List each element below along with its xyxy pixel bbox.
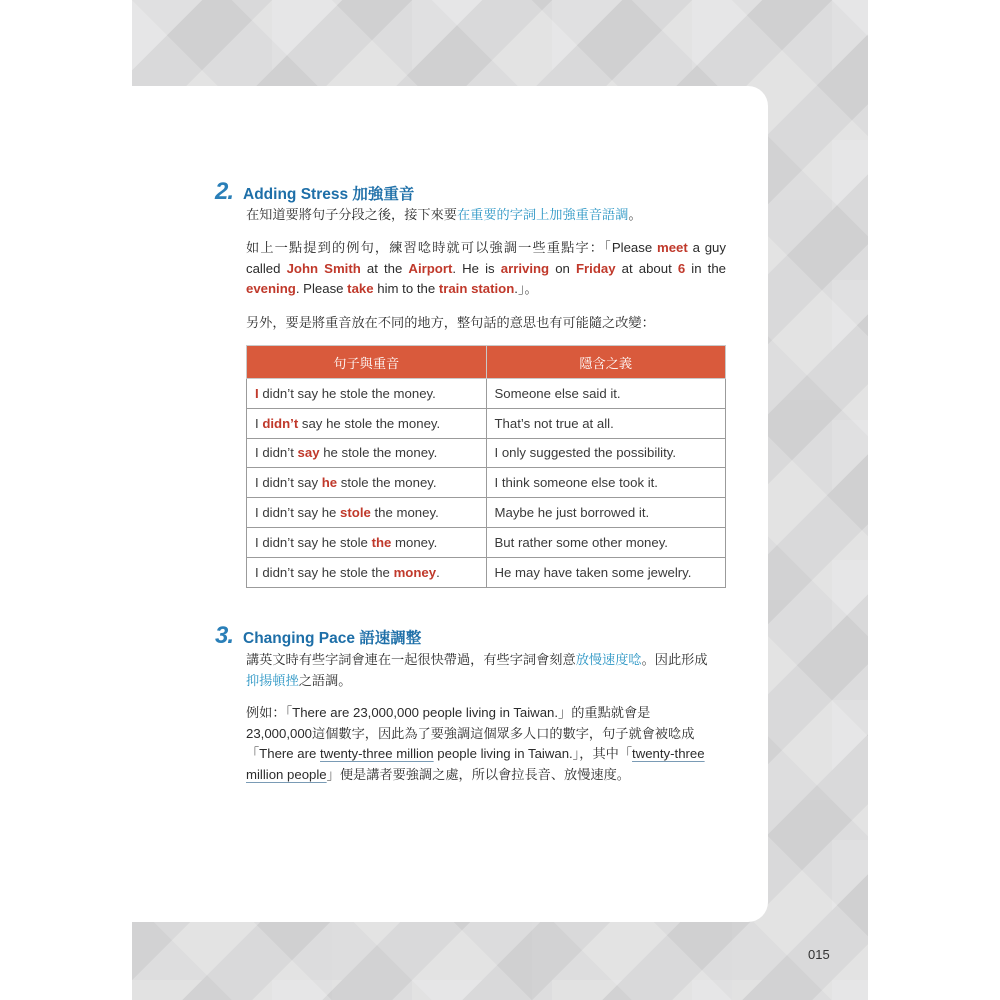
table-row — [247, 557, 726, 587]
stressed-word: the — [371, 534, 392, 550]
section-3-number: 3. — [215, 622, 234, 649]
meaning-cell: But rather some other money. — [486, 527, 726, 557]
text: 如上一點提到的例句，練習唸時就可以強調一些重點字：「Please — [246, 240, 657, 255]
stressed-word: he — [321, 475, 338, 491]
example-line-2 — [246, 259, 726, 280]
text: at the — [360, 260, 409, 276]
meaning-cell: Maybe he just borrowed it. — [486, 498, 726, 528]
meaning-cell: I think someone else took it. — [486, 468, 726, 498]
stress-table — [246, 345, 726, 588]
text: I didn’t — [255, 445, 298, 461]
stress-word: Friday — [575, 260, 616, 276]
stressed-word: I — [255, 385, 259, 401]
section-3-heading — [215, 622, 421, 650]
text: the money. — [370, 505, 439, 521]
text: him to the — [373, 281, 439, 296]
text: 」便是講者要強調之處，所以會拉長音、放慢速度。 — [326, 766, 630, 782]
sentence-cell — [247, 468, 487, 498]
text: on — [549, 260, 576, 276]
example-line-3 — [246, 279, 726, 300]
table-header-meaning: 隱含之義 — [486, 346, 726, 379]
intro-text: 在知道要將句子分段之後，接下來要 — [246, 207, 457, 222]
section-2-intro — [246, 205, 726, 226]
stress-word: arriving — [500, 260, 550, 276]
section-2-title: Adding Stress 加強重音 — [243, 186, 415, 203]
highlight-text: 放慢速度唸 — [575, 652, 642, 667]
underlined-text: twenty-three million — [320, 746, 434, 761]
stressed-word: didn’t — [262, 415, 299, 431]
table-row — [247, 498, 726, 528]
example-line-4 — [246, 765, 726, 786]
stress-word: Airport — [408, 260, 453, 276]
stressed-word: stole — [340, 505, 371, 521]
text: I — [255, 415, 263, 431]
section-2-number: 2. — [215, 178, 234, 205]
text: didn’t say he stole the money. — [258, 385, 436, 401]
stress-word: evening — [246, 281, 296, 296]
table-row — [247, 379, 726, 409]
table-row — [247, 408, 726, 438]
text: . He is — [452, 260, 501, 276]
text: in the — [685, 260, 726, 276]
text: 「There are — [246, 746, 321, 761]
text: .」。 — [514, 281, 538, 296]
sentence-cell — [247, 527, 487, 557]
underlined-text: million people — [246, 766, 327, 782]
text: I didn’t say he stole the — [255, 564, 394, 580]
example-line-1: 例如：「There are 23,000,000 people living in Taiwan.」的重點就會是 — [246, 705, 651, 720]
text: . — [436, 564, 440, 580]
table-row — [247, 527, 726, 557]
intro-end: 。 — [628, 207, 642, 222]
sentence-cell — [247, 379, 487, 409]
text: 之語調。 — [298, 672, 352, 688]
stressed-word: money — [393, 564, 437, 580]
text: say he stole the money. — [298, 415, 441, 431]
text: 。因此形成 — [641, 652, 708, 667]
text: people living in Taiwan.」，其中「 — [433, 746, 633, 761]
section-3-example — [246, 703, 726, 785]
meaning-cell: Someone else said it. — [486, 379, 726, 409]
table-row — [247, 468, 726, 498]
page-number: 015 — [808, 947, 830, 962]
section-3-intro — [246, 650, 726, 691]
text: I didn’t say — [255, 475, 322, 491]
section-2-example — [246, 238, 726, 300]
example-line-1 — [246, 238, 726, 259]
example-line-3 — [246, 744, 726, 765]
text: stole the money. — [337, 475, 437, 491]
text: he stole the money. — [319, 445, 438, 461]
table-header-sentence: 句子與重音 — [247, 346, 487, 379]
stressed-word: say — [297, 445, 320, 461]
intro-highlight: 在重要的字詞上加強重音語調 — [457, 207, 629, 222]
stress-word: meet — [656, 240, 688, 255]
sentence-cell — [247, 498, 487, 528]
stress-word: train station — [438, 281, 515, 296]
text: at about — [615, 260, 678, 276]
section-3-title: Changing Pace 語速調整 — [243, 630, 422, 647]
stress-word: 6 — [677, 260, 686, 276]
meaning-cell: I only suggested the possibility. — [486, 438, 726, 468]
section-2-heading — [215, 178, 414, 206]
underlined-text: twenty-three — [632, 746, 705, 761]
highlight-text: 抑揚頓挫 — [246, 672, 299, 688]
sentence-cell — [247, 557, 487, 587]
table-header-row — [247, 346, 726, 379]
sentence-cell — [247, 438, 487, 468]
text: called — [246, 260, 287, 276]
stress-word: John Smith — [286, 260, 361, 276]
sentence-cell — [247, 408, 487, 438]
stress-word: take — [347, 281, 374, 296]
text: I didn’t say he stole — [255, 534, 372, 550]
example-line-2: 23,000,000這個數字，因此為了要強調這個眾多人口的數字，句子就會被唸成 — [246, 725, 695, 741]
text: a guy — [687, 240, 726, 255]
text: . Please — [295, 281, 348, 296]
meaning-cell: That’s not true at all. — [486, 408, 726, 438]
table-row — [247, 438, 726, 468]
text: I didn’t say he — [255, 505, 341, 521]
meaning-cell: He may have taken some jewelry. — [486, 557, 726, 587]
table-intro: 另外，要是將重音放在不同的地方，整句話的意思也有可能隨之改變： — [246, 315, 655, 330]
text: money. — [391, 534, 438, 550]
text: 講英文時有些字詞會連在一起很快帶過，有些字詞會刻意 — [246, 652, 576, 667]
